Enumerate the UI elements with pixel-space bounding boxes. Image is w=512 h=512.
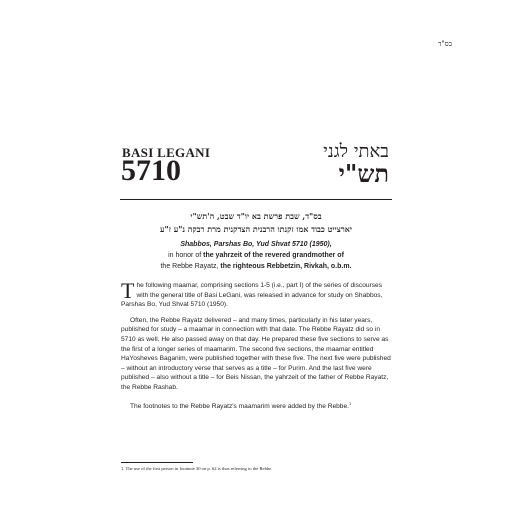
english-header-line3: the Rebbe Rayatz, the righteous Rebbetzin, Rivkah, o.b.m. [160, 263, 352, 270]
paragraph-1: The following maamar, comprising sections 1-5 (i.e., part I) of the series of discourses with the general title of Basi LeGani, was released in advance for study on Shabbos, Parshas Bo, Yud Shvat 5710 (1950). [121, 278, 383, 309]
english-header-line2: in honor of the yahrzeit of the revered grandmother of [168, 252, 344, 259]
body-text [121, 278, 393, 417]
footnote-ref: 1 [348, 400, 352, 406]
title-divider [120, 199, 392, 200]
year-hebrew: תש"י [338, 159, 389, 188]
english-header [110, 239, 402, 272]
title-hebrew: באתי לגני [323, 141, 389, 162]
title-english: BASI LEGANI [122, 145, 211, 160]
paragraph-2: Often, the Rebbe Rayatz delivered – and many times, particularly in his later years, published for study – a maamar in connection with that date. The Rebbe Rayatz did so in 5710 as well. He also passed away on that day. He prepared these five sections to serve as the first of a longer series of maamarim. The second five sections, the maamar entitled HaYosheves Baganim, were published together with these five. The next five were published – without an introductory verse that serves as a title – for Purim. And the last five were published – also without a title – for Beis Nissan, the yahrzeit of the father of Rebbe Rayatz, the Rebbe Rashab. [121, 316, 391, 391]
year-english: 5710 [121, 154, 181, 187]
paragraph-3: The footnotes to the Rebbe Rayatz's maamarim were added by the Rebbe.$^1$ [130, 400, 352, 410]
hebrew-header-line1: בס"ד, שבת פרשת בא יו"ד שבט, ה'תש"י [190, 211, 322, 221]
footnote: 1. The use of the first person in footnote 30 on p. 62 is thus referring to the Rebbe. [121, 466, 273, 471]
hebrew-header [120, 210, 392, 236]
drop-cap: T [121, 278, 135, 303]
footnote-rule [121, 462, 193, 463]
english-header-line1: Shabbos, Parshas Bo, Yud Shvat 5710 (1950), [180, 241, 332, 248]
corner-mark: בס"ד [438, 40, 452, 48]
hebrew-header-line2: יארצייט כבוד אמו זקנתו הרבנית הצדקנית מרת רבקה נ"ע ז"ע [160, 224, 352, 234]
